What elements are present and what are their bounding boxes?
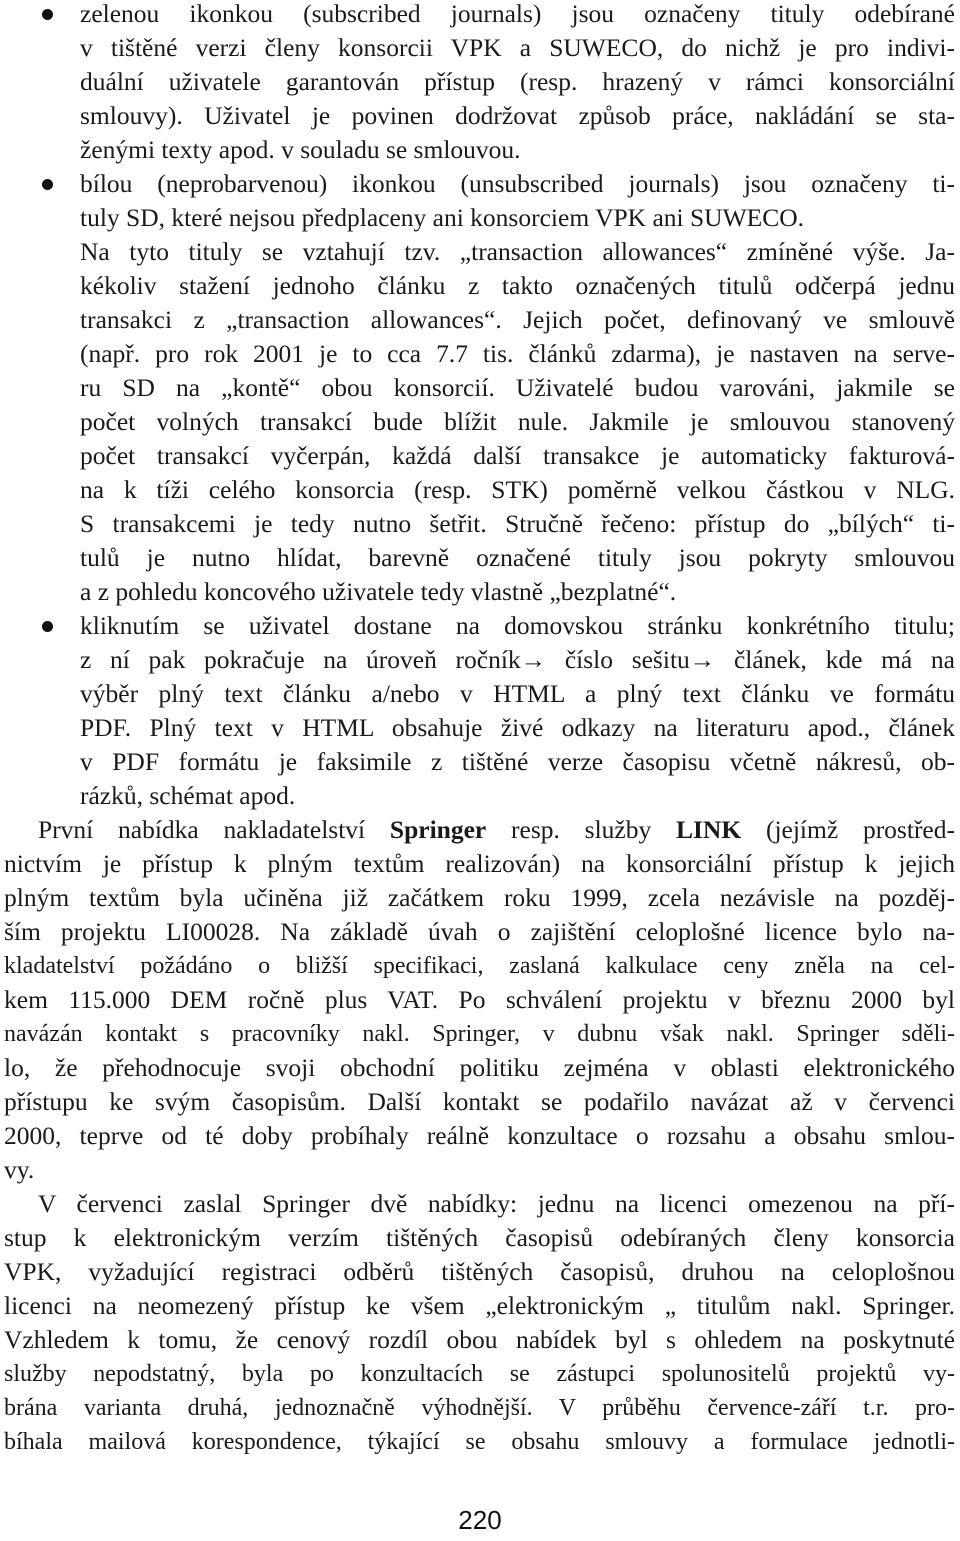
text-line: 2000, teprve od té doby probíhaly reálně konzultace o rozsahu a obsahu smlou- (4, 1121, 955, 1150)
text-line: počet volných transakcí bude blížit nule. Jakmile je smlouvou stanovený (80, 407, 955, 436)
text-line: PDF. Plný text v HTML obsahuje živé odkazy na literaturu apod., článek (80, 713, 955, 742)
paragraph-first-line (38, 813, 955, 847)
text-line: přístupu ke svým časopisům. Další kontakt se podařilo navázat až v červenci (4, 1087, 955, 1116)
text-line: v tištěné verzi členy konsorcii VPK a SUWECO, do nichž je pro indivi- (80, 33, 955, 62)
text-line: licenci na neomezený přístup ke všem „elektronickým „ titulům nakl. Springer. (4, 1291, 955, 1320)
text-line: kliknutím se uživatel dostane na domovskou stránku konkrétního titulu; (80, 611, 955, 640)
bullet-marker (42, 621, 53, 632)
text-line: brána varianta druhá, jednoznačně výhodnější. V průběhu července-září t.r. pro- (4, 1395, 955, 1421)
text-line: kladatelství požádáno o bližší specifikaci, zaslaná kalkulace ceny zněla na cel- (4, 953, 955, 979)
text-line: v PDF formátu je faksimile z tištěné verze časopisu včetně nákresů, ob- (80, 747, 955, 776)
text-line: V červenci zaslal Springer dvě nabídky: jednu na licenci omezenou na pří- (38, 1189, 955, 1218)
text-line: tulů je nutno hlídat, barevně označené tituly jsou pokryty smlouvou (80, 543, 955, 572)
text-span: (jejímž prostřed- (741, 815, 955, 844)
text-line: a z pohledu koncového uživatele tedy vlastně „bezplatné“. (80, 577, 677, 606)
text-line: navázán kontakt s pracovníky nakl. Springer, v dubnu však nakl. Springer sděli- (4, 1021, 955, 1047)
text-line: počet transakcí vyčerpán, každá další transakce je automaticky fakturová- (80, 441, 955, 470)
text-line: zelenou ikonkou (subscribed journals) jsou označeny tituly odebírané (80, 0, 955, 28)
text-line: Na tyto tituly se vztahují tzv. „transaction allowances“ zmíněné výše. Ja- (80, 237, 955, 266)
text-span: resp. služby (486, 815, 676, 844)
text-line: tuly SD, které nejsou předplaceny ani konsorciem VPK ani SUWECO. (80, 203, 805, 232)
text-line: duální uživatele garantován přístup (resp. hrazený v rámci konsorciální (80, 67, 955, 96)
bullet-marker (42, 9, 53, 20)
text-line: z ní pak pokračuje na úroveň ročník→ číslo sešitu→ článek, kde má na (80, 645, 955, 674)
text-line: vy. (4, 1155, 35, 1184)
text-span: První nabídka nakladatelství (38, 815, 390, 844)
text-line: ším projektu LI00028. Na základě úvah o zajištění celoplošné licence bylo na- (4, 917, 955, 946)
text-line: služby nepodstatný, byla po konzultacích se zástupci spolunositelů projektů vy- (4, 1361, 955, 1387)
text-line: bíhala mailová korespondence, týkající se obsahu smlouvy a formulace jednotli- (4, 1429, 955, 1455)
text-line: Vzhledem k tomu, že cenový rozdíl obou nabídek byl s ohledem na poskytnuté (4, 1325, 955, 1354)
text-line: smlouvy). Uživatel je povinen dodržovat způsob práce, nakládání se sta- (80, 101, 955, 130)
text-line: ru SD na „kontě“ obou konsorcií. Uživatelé budou varováni, jakmile se (80, 373, 955, 402)
text-line: plným textům byla učiněna již začátkem roku 1999, zcela nezávisle na pozděj- (4, 883, 955, 912)
text-line: výběr plný text článku a/nebo v HTML a plný text článku ve formátu (80, 679, 955, 708)
text-line: nictvím je přístup k plným textům realizován) na konsorciální přístup k jejich (4, 849, 955, 878)
text-line: bílou (neprobarvenou) ikonkou (unsubscribed journals) jsou označeny ti- (80, 169, 955, 198)
text-line: kékoliv stažení jednoho článku z takto označených titulů odčerpá jednu (80, 271, 955, 300)
text-line: transakci z „transaction allowances“. Jejich počet, definovaný ve smlouvě (80, 305, 955, 334)
page-number: 220 (458, 1505, 502, 1535)
text-line: stup k elektronickým verzím tištěných časopisů odebíraných členy konsorcia (4, 1223, 955, 1252)
publisher-name: Springer (389, 815, 487, 844)
text-line: S transakcemi je tedy nutno šetřit. Stručně řečeno: přístup do „bílých“ ti- (80, 509, 955, 538)
text-line: lo, že přehodnocuje svoji obchodní politiku zejména v oblasti elektronického (4, 1053, 955, 1082)
text-line: VPK, vyžadující registraci odběrů tištěných časopisů, druhou na celoplošnou (4, 1257, 955, 1286)
text-line: rázků, schémat apod. (80, 781, 296, 810)
text-line: (např. pro rok 2001 je to cca 7.7 tis. článků zdarma), je nastaven na serve- (80, 339, 955, 368)
text-line: kem 115.000 DEM ročně plus VAT. Po schválení projektu v březnu 2000 byl (4, 985, 955, 1014)
bullet-marker (42, 179, 53, 190)
text-line: na k tíži celého konsorcia (resp. STK) poměrně velkou částkou v NLG. (80, 475, 955, 504)
service-name: LINK (676, 815, 742, 844)
text-line: ženými texty apod. v souladu se smlouvou. (80, 135, 521, 164)
